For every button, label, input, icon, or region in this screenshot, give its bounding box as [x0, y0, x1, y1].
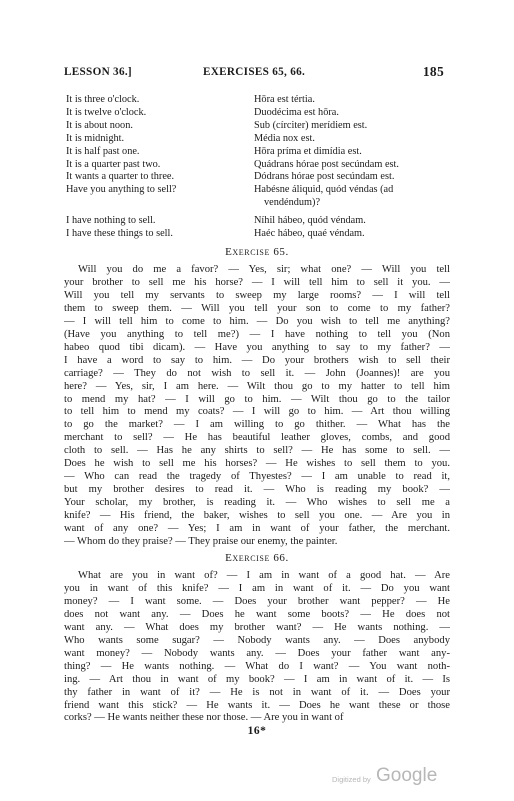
vocab-latin: Sub (círciter) merídiem est.: [254, 119, 368, 131]
vocab-latin: Quádrans hórae post secúndam est.: [254, 158, 399, 170]
text-line: corks? — He wants neither these nor those. — Are you in want of: [64, 712, 344, 724]
text-line: you in want of this knife? — I am in want of it. — Do you want: [64, 582, 450, 594]
signature-mark: 16*: [247, 725, 267, 737]
vocab-english: Have you anything to sell?: [66, 184, 177, 196]
vocab-latin: Duodécima est hōra.: [254, 106, 339, 118]
vocab-latin: vendéndum)?: [264, 197, 321, 209]
exercise-65-heading: Exercise 65.: [225, 246, 289, 258]
text-line: ing. — Art thou in want of my book? — I am in want of it. — Is: [64, 673, 450, 685]
text-line: does not want any. — Does he want some boots? — He does not: [64, 608, 450, 620]
vocab-english: It is about noon.: [66, 119, 133, 131]
text-line: to tell him to mend my coats? — I will go to him. — Art thou willing: [64, 406, 450, 418]
vocab-english: I have nothing to sell.: [66, 215, 156, 227]
vocab-latin: Níhil hábeo, quód véndam.: [254, 215, 366, 227]
vocab-row: [66, 228, 448, 241]
vocab-latin: Hōra príma et dimídia est.: [254, 145, 362, 157]
text-line: Your scholar, my brother, is reading it. — Who wishes to sell me a: [64, 497, 450, 509]
text-line: Does he wish to sell me his horses? — He wishes to sell them to you.: [64, 458, 450, 470]
vocab-english: It is half past one.: [66, 145, 140, 157]
text-line: — I will tell him to come to him. — Do you wish to tell me anything?: [64, 315, 450, 327]
text-line: — Who can read the tragedy of Thyestes? — I am unable to read it,: [64, 471, 450, 483]
page-number: 185: [422, 64, 444, 79]
exercises-label: EXERCISES 65, 66.: [203, 66, 306, 78]
text-line: want money? — Nobody wants any. — Does your father want any-: [64, 647, 450, 659]
vocab-latin: Hōra est tértia.: [254, 94, 315, 105]
vocab-latin: Haéc hábeo, quaé véndam.: [254, 228, 365, 240]
vocab-row: [66, 120, 448, 133]
vocabulary-list: [66, 94, 448, 241]
text-line: friend want this stick? — He wants it. — Does he want these or those: [64, 699, 450, 711]
watermark-brand: Google: [376, 765, 438, 786]
lesson-label: LESSON 36.]: [64, 66, 132, 78]
watermark-prefix: Digitized by: [332, 775, 371, 784]
vocab-english: It is twelve o'clock.: [66, 106, 147, 118]
text-line: thy father in want of it? — He is not in want of it. — Does your: [64, 686, 450, 698]
exercise-66-text: [64, 570, 450, 725]
vocab-row: [66, 107, 448, 120]
vocab-row: [66, 184, 448, 197]
text-line: habeo quod tibi dicam). — Have you anything to say to my father? —: [64, 341, 450, 353]
text-line: What are you in want of? — I am in want of a good hat. — Are: [78, 570, 450, 581]
vocab-row: [66, 94, 448, 107]
digitization-watermark: [332, 766, 452, 788]
vocab-english: It is midnight.: [66, 132, 125, 144]
vocab-row: [66, 146, 448, 159]
text-line: to mend my hat? — I will go to him. — Wilt thou go to the tailor: [64, 393, 450, 405]
exercise-65-text: [64, 264, 450, 549]
text-line: Will you do me a favor? — Yes, sir; what one? — Will you tell: [78, 264, 450, 275]
exercise-66-heading: Exercise 66.: [225, 552, 289, 564]
vocab-latin: Dódrans hórae post secúndam est.: [254, 171, 395, 183]
text-line: knife? — His friend, the baker, wishes to sell you one. — Are you in: [64, 510, 450, 522]
text-line: Will you tell my servants to sweep my large rooms? — I will tell: [64, 289, 450, 301]
text-line: cloth to sell. — Has he any shirts to sell? — He has some to sell. —: [64, 445, 450, 457]
vocab-latin: Habésne áliquid, quód véndas (ad: [254, 184, 394, 196]
running-head: [64, 66, 444, 82]
vocab-latin: Média nox est.: [254, 132, 315, 144]
text-line: thing? — He wants nothing. — What do I want? — You want noth-: [64, 660, 450, 672]
vocab-row: [66, 171, 448, 184]
text-line: your brother to sell me his horse? — I will tell him to sell it you. —: [64, 276, 450, 288]
vocab-english: It is a quarter past two.: [66, 158, 161, 170]
text-line: here? — Yes, sir, I am here. — Wilt thou go to my hatter to tell him: [64, 380, 450, 392]
text-line: want any. — What does my brother want? — He wants nothing. —: [64, 621, 450, 633]
text-line: — Whom do they praise? — They praise our enemy, the painter.: [64, 536, 338, 548]
vocab-english: I have these things to sell.: [66, 228, 173, 240]
vocab-row: [66, 133, 448, 146]
text-line: Who wants some sugar? — Nobody wants any. — Does anybody: [64, 634, 450, 646]
text-line: merchant to sell? — He has beautiful leather gloves, combs, and good: [64, 432, 450, 444]
vocab-row: [66, 197, 448, 210]
text-line: but my brother desires to read it. — Who is reading my book? —: [64, 484, 450, 496]
text-line: carriage? — They do not wish to sell it. — John (Joannes)! are you: [64, 367, 450, 379]
text-line: to go the market? — I am willing to go thither. — What has the: [64, 419, 450, 431]
vocab-row: [66, 215, 448, 228]
vocab-row: [66, 159, 448, 172]
text-line: money? — I want some. — Does your brother want pepper? — He: [64, 595, 450, 607]
text-line: want of any one? — Yes; I am in want of your father, the merchant.: [64, 523, 450, 535]
vocab-english: It wants a quarter to three.: [66, 171, 175, 183]
text-line: (Have you anything to tell me?) — I have nothing to tell you (Non: [64, 328, 450, 340]
text-line: I have a word to say to him. — Do your brothers wish to sell their: [64, 354, 450, 366]
vocab-english: It is three o'clock.: [66, 94, 140, 105]
text-line: them to sweep them. — Will you tell your son to come to my father?: [64, 302, 450, 314]
